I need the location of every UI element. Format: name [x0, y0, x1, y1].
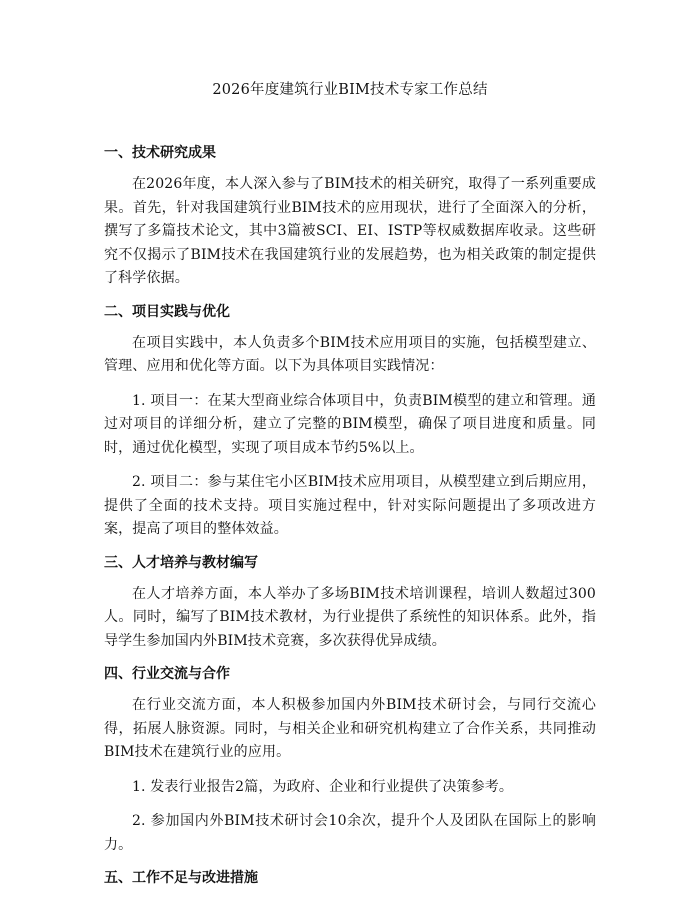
section-heading: 四、行业交流与合作: [104, 666, 230, 682]
paragraph: 在人才培养方面，本人举办了多场BIM技术培训课程，培训人数超过300人。同时，编写了BIM技术教材，为行业提供了系统性的知识体系。此外，指导学生参加国内外BIM技术竞赛，多次获得优异成绩。: [104, 585, 596, 649]
list-item: 2. 项目二：参与某住宅小区BIM技术应用项目，从模型建立到后期应用，提供了全面的技术支持。项目实施过程中，针对实际问题提出了多项改进方案，提高了项目的整体效益。: [104, 474, 596, 537]
document-body: [104, 143, 596, 898]
section-projects: [104, 302, 596, 542]
section-improvement: [104, 868, 596, 888]
list-item: 1. 项目一：在某大型商业综合体项目中，负责BIM模型的建立和管理。通过对项目的详细分析，建立了完整的BIM模型，确保了项目进度和质量。同时，通过优化模型，实现了项目成本节约5%以上。: [104, 392, 596, 456]
list-item: 1. 发表行业报告2篇，为政府、企业和行业提供了决策参考。: [132, 778, 514, 795]
section-training: [104, 553, 596, 654]
list-item: 2. 参加国内外BIM技术研讨会10余次，提升个人及团队在国际上的影响力。: [104, 813, 596, 853]
section-heading: 五、工作不足与改进措施: [104, 870, 258, 886]
section-exchange: [104, 664, 596, 857]
paragraph: 在行业交流方面，本人积极参加国内外BIM技术研讨会，与同行交流心得，拓展人脉资源。同时，与相关企业和研究机构建立了合作关系，共同推动BIM技术在建筑行业的应用。: [104, 697, 596, 760]
section-heading: 一、技术研究成果: [104, 145, 216, 161]
section-heading: 三、人才培养与教材编写: [104, 554, 258, 571]
paragraph: 在2026年度，本人深入参与了BIM技术的相关研究，取得了一系列重要成果。首先，针对我国建筑行业BIM技术的应用现状，进行了全面深入的分析，撰写了多篇技术论文，其中3篇被SCI、EI、ISTP等权威数据库收录。这些研究不仅揭示了BIM技术在我国建筑行业的发展趋势，也为相关政策的制定提供了科学依据。: [104, 176, 596, 286]
section-research: [104, 143, 596, 291]
document-title: 2026年度建筑行业BIM技术专家工作总结: [212, 82, 488, 98]
paragraph: 在项目实践中，本人负责多个BIM技术应用项目的实施，包括模型建立、管理、应用和优化等方面。以下为具体项目实践情况：: [104, 334, 596, 374]
section-heading: 二、项目实践与优化: [104, 303, 230, 320]
